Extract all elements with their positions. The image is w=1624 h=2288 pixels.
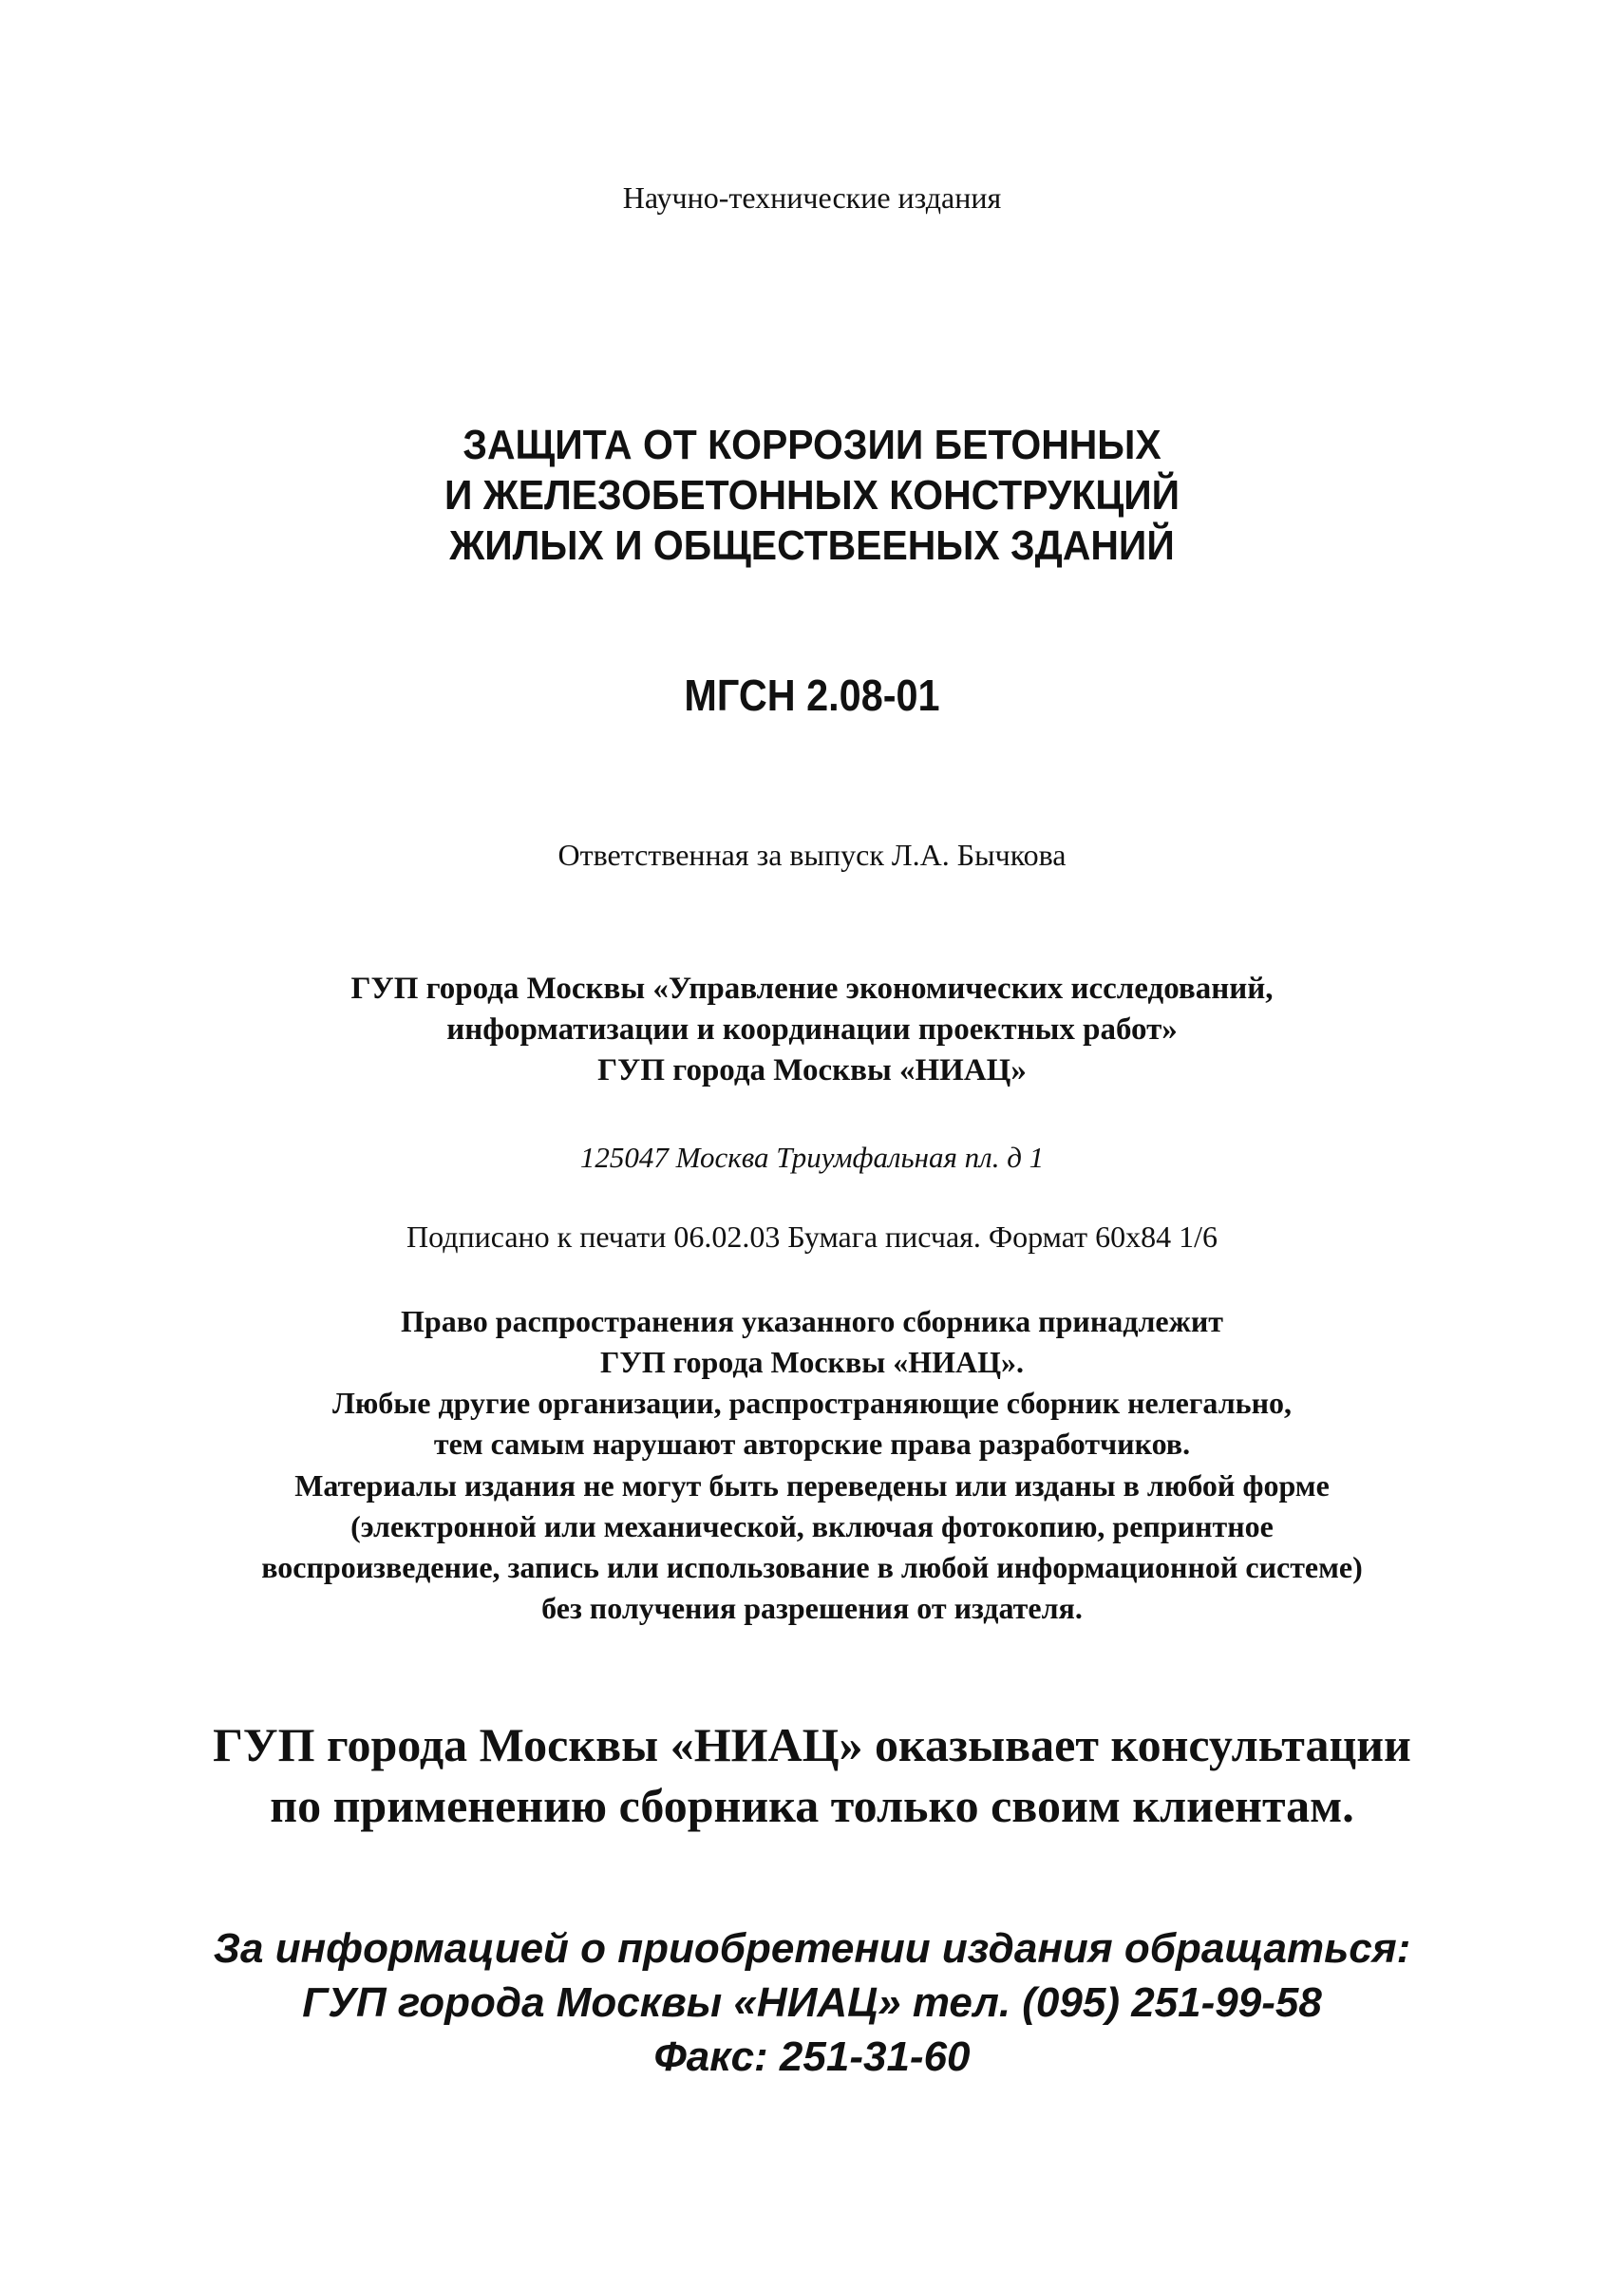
edition-type: Научно-технические издания bbox=[622, 180, 1002, 215]
consultation-line-2: по применению сборника только своим клиентам. bbox=[270, 1779, 1354, 1832]
publisher-line-3: ГУП города Москвы «НИАЦ» bbox=[597, 1053, 1027, 1087]
rights-line-6: (электронной или механической, включая фотокопию, репринтное bbox=[350, 1509, 1274, 1543]
responsible-editor: Ответственная за выпуск Л.А. Бычкова bbox=[557, 838, 1067, 872]
contact-line-1: За информацией о приобретении издания обращаться: bbox=[213, 1925, 1411, 1972]
rights-line-5: Материалы издания не могут быть переведены или изданы в любой форме bbox=[294, 1468, 1330, 1503]
rights-line-3: Любые другие организации, распространяющие сборник нелегально, bbox=[332, 1386, 1292, 1420]
publisher-line-1: ГУП города Москвы «Управление экономических исследований, bbox=[350, 972, 1274, 1006]
rights-line-7: воспроизведение, запись или использование в любой информационной системе) bbox=[261, 1550, 1363, 1584]
standard-code: МГСН 2.08-01 bbox=[684, 671, 940, 720]
title-line-3: ЖИЛЫХ И ОБЩЕСТВЕЕНЫХ ЗДАНИЙ bbox=[449, 522, 1175, 569]
print-info: Подписано к печати 06.02.03 Бумага писчая. Формат 60x84 1/6 bbox=[406, 1220, 1218, 1254]
publisher-address: 125047 Москва Триумфальная пл. д 1 bbox=[579, 1141, 1045, 1174]
rights-line-1: Право распространения указанного сборника принадлежит bbox=[401, 1304, 1223, 1338]
contact-line-2: ГУП города Москвы «НИАЦ» тел. (095) 251-99-58 bbox=[302, 1979, 1322, 2026]
rights-line-4: тем самым нарушают авторские права разработчиков. bbox=[433, 1427, 1191, 1461]
publisher-line-2: информатизации и координации проектных работ» bbox=[446, 1012, 1178, 1047]
title-line-2: И ЖЕЛЕЗОБЕТОННЫХ КОНСТРУКЦИЙ bbox=[444, 472, 1180, 519]
rights-line-2: ГУП города Москвы «НИАЦ». bbox=[600, 1345, 1024, 1379]
title-line-1: ЗАЩИТА ОТ КОРРОЗИИ БЕТОННЫХ bbox=[463, 422, 1161, 468]
contact-fax: Факс: 251-31-60 bbox=[653, 2033, 971, 2080]
consultation-line-1: ГУП города Москвы «НИАЦ» оказывает консультации bbox=[213, 1718, 1411, 1771]
rights-line-8: без получения разрешения от издателя. bbox=[541, 1591, 1083, 1625]
